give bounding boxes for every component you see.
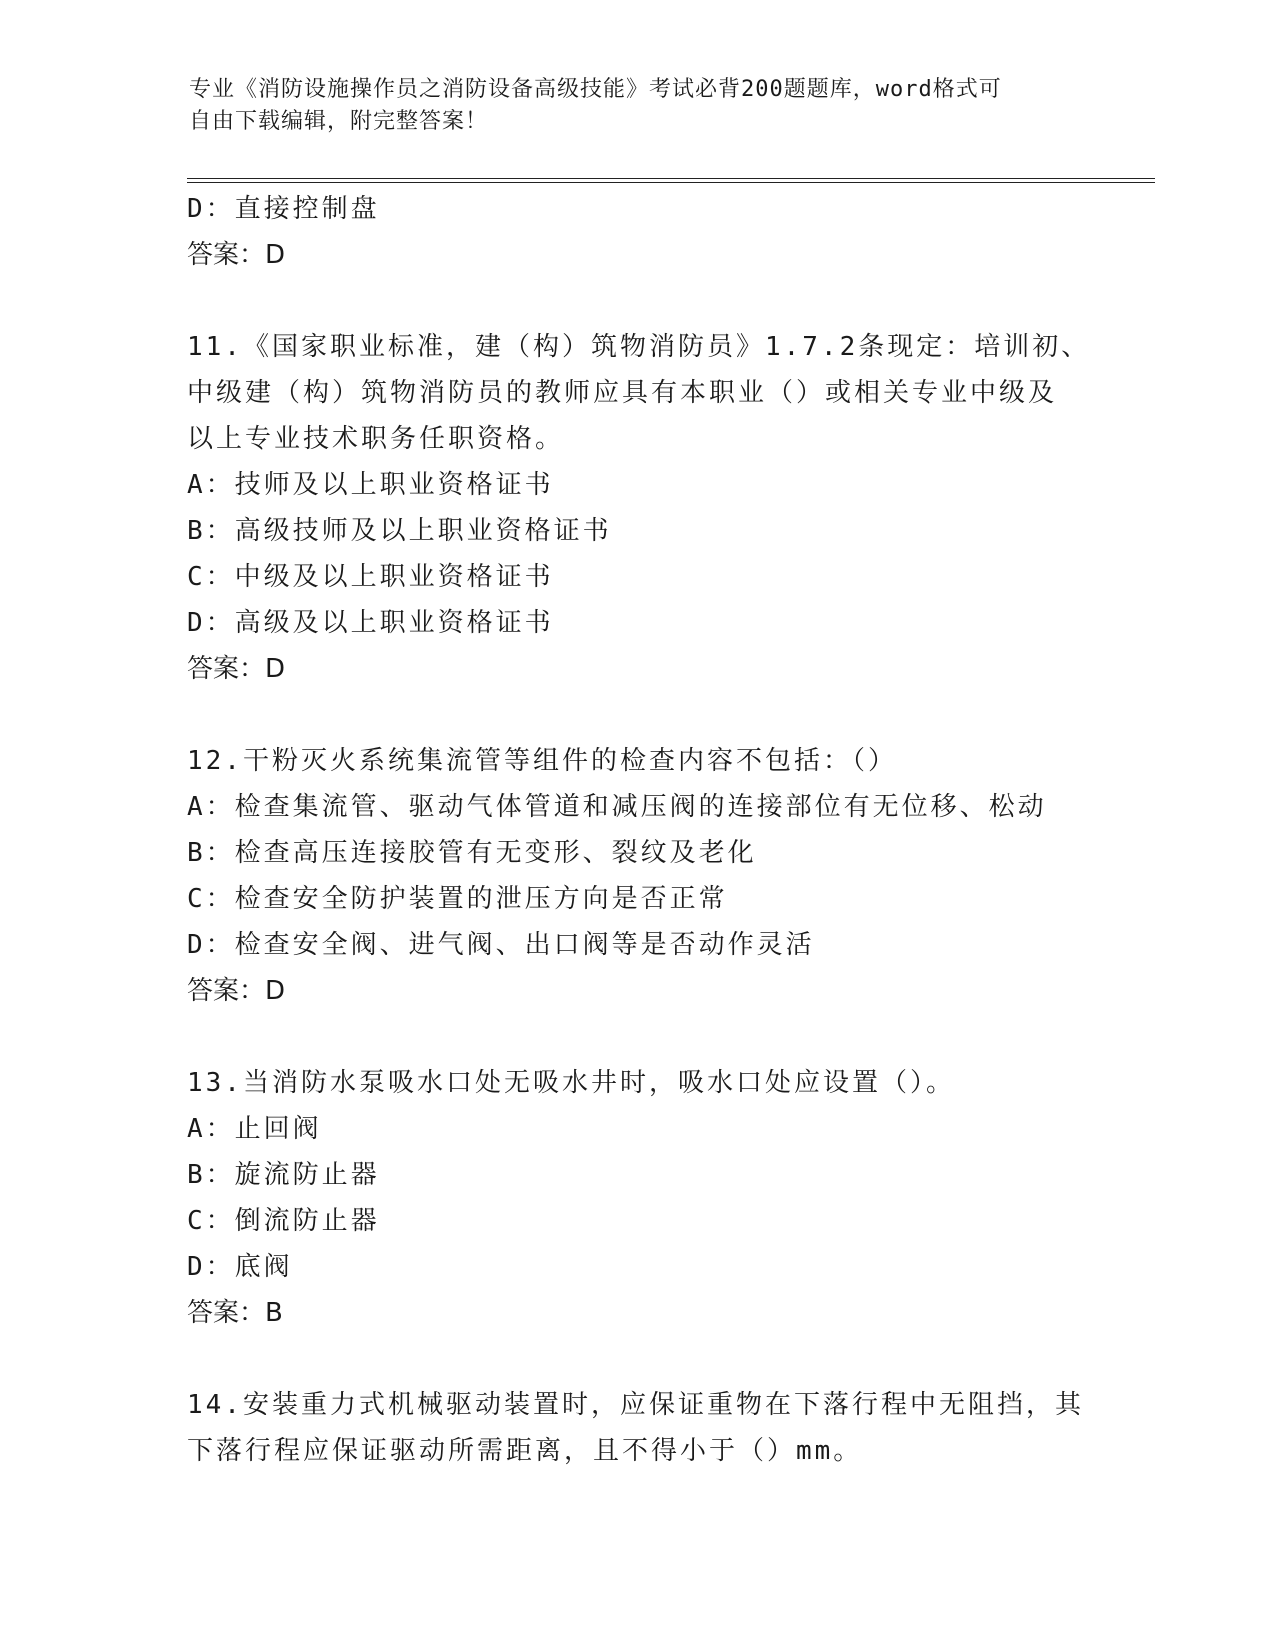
document-header — [189, 74, 1089, 138]
question-stem-line: 以上专业技术职务任职资格。 — [187, 424, 565, 454]
question-12 — [187, 738, 1087, 1014]
question-14 — [187, 1382, 1087, 1474]
question-stem-line: 13.当消防水泵吸水口处无吸水井时，吸水口处应设置（）。 — [187, 1068, 955, 1098]
option-a: A：技师及以上职业资格证书 — [187, 470, 554, 500]
question-stem-line: 11.《国家职业标准，建（构）筑物消防员》1.7.2条现定：培训初、 — [187, 332, 1091, 362]
answer-line: 答案：D — [187, 654, 286, 684]
previous-question-tail — [187, 186, 1087, 278]
option-c: C：中级及以上职业资格证书 — [187, 562, 554, 592]
option-b: B：旋流防止器 — [187, 1160, 380, 1190]
option-c: C：倒流防止器 — [187, 1206, 380, 1236]
option-b: B：高级技师及以上职业资格证书 — [187, 516, 612, 546]
question-11 — [187, 324, 1091, 692]
option-d: D：直接控制盘 — [187, 194, 380, 224]
answer-line: 答案：B — [187, 1298, 283, 1328]
question-13 — [187, 1060, 1087, 1336]
option-d: D：底阀 — [187, 1252, 293, 1282]
option-d: D：高级及以上职业资格证书 — [187, 608, 554, 638]
option-c: C：检查安全防护装置的泄压方向是否正常 — [187, 884, 728, 914]
question-stem-line: 14.安装重力式机械驱动装置时，应保证重物在下落行程中无阻挡，其 — [187, 1390, 1084, 1420]
option-d: D：检查安全阀、进气阀、出口阀等是否动作灵活 — [187, 930, 815, 960]
header-line-1: 专业《消防设施操作员之消防设备高级技能》考试必背200题题库，word格式可 — [189, 77, 1002, 102]
question-stem-line: 12.干粉灭火系统集流管等组件的检查内容不包括：（） — [187, 746, 897, 776]
answer-line: 答案：D — [187, 976, 286, 1006]
option-b: B：检查高压连接胶管有无变形、裂纹及老化 — [187, 838, 757, 868]
question-list — [187, 186, 1091, 1474]
option-a: A：止回阀 — [187, 1114, 322, 1144]
option-a: A：检查集流管、驱动气体管道和减压阀的连接部位有无位移、松动 — [187, 792, 1047, 822]
answer-line: 答案：D — [187, 240, 286, 270]
header-double-rule — [187, 178, 1155, 183]
question-stem-line: 下落行程应保证驱动所需距离，且不得小于（）mm。 — [187, 1436, 863, 1466]
question-stem-line: 中级建（构）筑物消防员的教师应具有本职业（）或相关专业中级及 — [187, 378, 1058, 408]
header-line-2: 自由下载编辑，附完整答案！ — [189, 109, 489, 134]
